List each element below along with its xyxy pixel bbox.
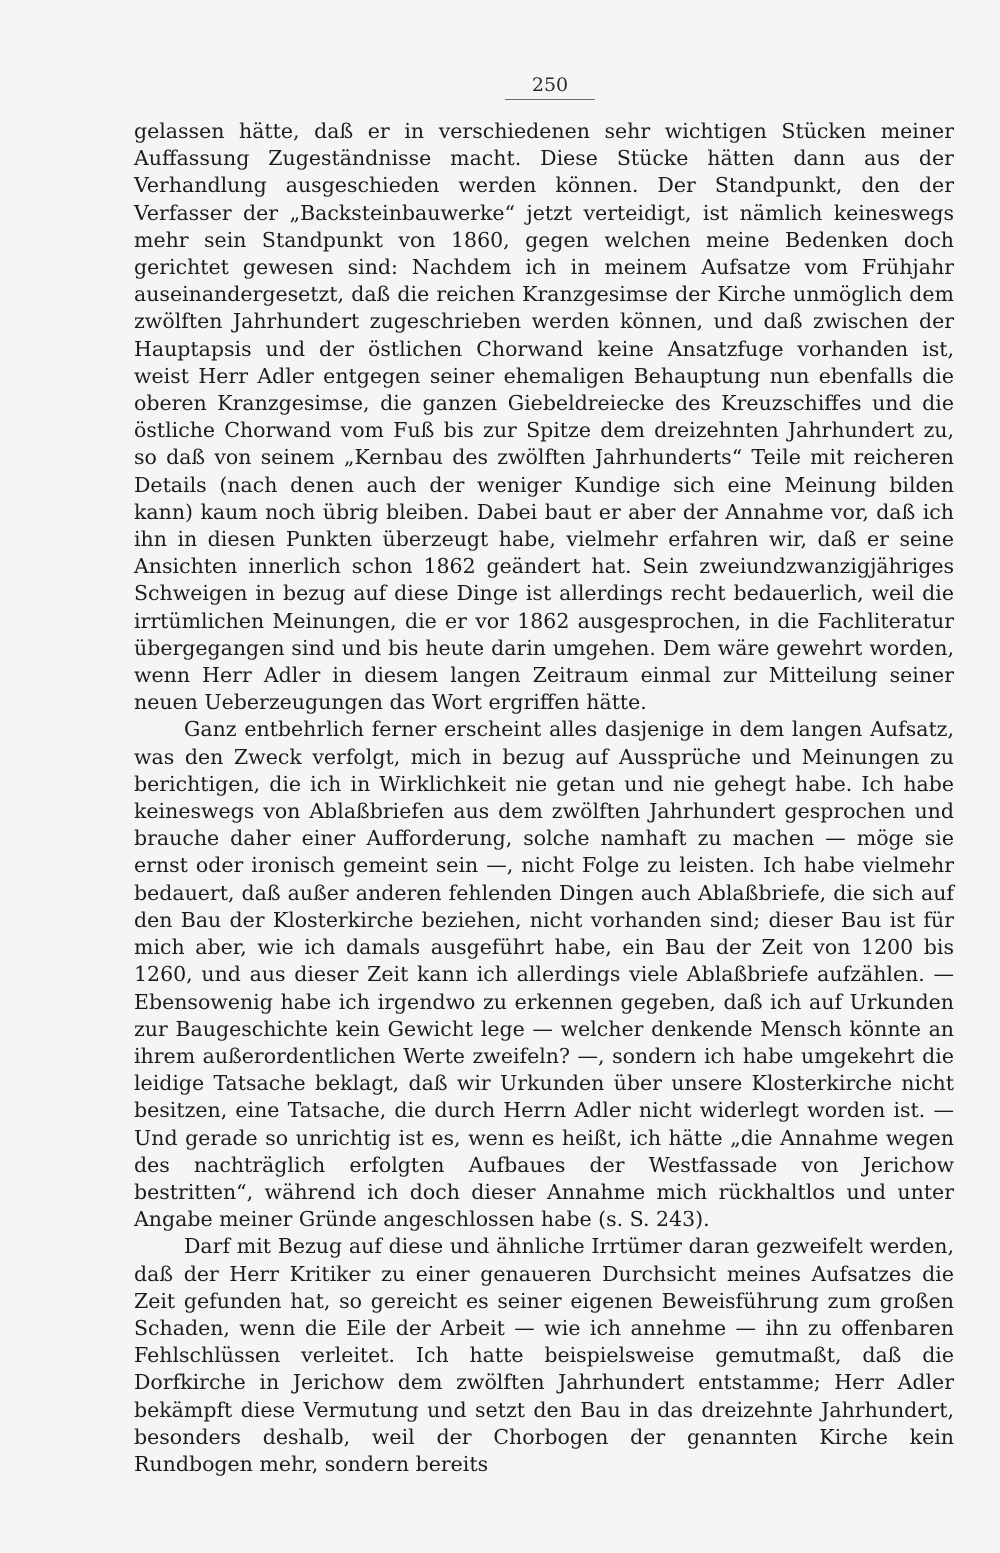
page-number: 250 <box>505 74 595 100</box>
paragraph-2: Ganz entbehrlich ferner erscheint alles dasjenige in dem langen Aufsatz, was den Zweck verfolgt, mich in bezug auf Aussprüche und Meinungen zu berichtigen, die ich in Wirklichkeit nie getan und nie gehegt habe. Ich habe keineswegs von Ablaßbriefen aus dem zwölften Jahrhundert gesprochen und brauche daher einer Aufforderung, solche namhaft zu machen — möge sie ernst oder ironisch gemeint sein —, nicht Folge zu leisten. Ich habe vielmehr bedauert, daß außer anderen fehlenden Dingen auch Ablaßbriefe, die sich auf den Bau der Klosterkirche beziehen, nicht vorhanden sind; dieser Bau ist für mich aber, wie ich damals ausgeführt habe, ein Bau der Zeit von 1200 bis 1260, und aus dieser Zeit kann ich allerdings viele Ablaßbriefe aufzählen. — Ebensowenig habe ich irgendwo zu erkennen gegeben, daß ich auf Urkunden zur Baugeschichte kein Gewicht lege — welcher denkende Mensch könnte an ihrem außerordentlichen Werte zweifeln? —, sondern ich habe umgekehrt die leidige Tatsache beklagt, daß wir Urkunden über unsere Klosterkirche nicht besitzen, eine Tatsache, die durch Herrn Adler nicht widerlegt worden ist. — Und gerade so unrichtig ist es, wenn es heißt, ich hätte „die Annahme wegen des nachträglich erfolgten Aufbaues der Westfassade von Jerichow bestritten“, während ich doch dieser Annahme mich rückhaltlos und unter Angabe meiner Gründe angeschlossen habe (s. S. 243). <box>134 717 954 1232</box>
paragraph-1: gelassen hätte, daß er in verschiedenen sehr wichtigen Stücken meiner Auffassung Zugeständnisse macht. Diese Stücke hätten dann aus der Verhandlung ausgeschieden werden können. Der Standpunkt, den der Verfasser der „Backsteinbauwerke“ jetzt verteidigt, ist nämlich keineswegs mehr sein Standpunkt von 1860, gegen welchen meine Bedenken doch gerichtet gewesen sind: Nachdem ich in meinem Aufsatze vom Frühjahr auseinandergesetzt, daß die reichen Kranzgesimse der Kirche unmöglich dem zwölften Jahrhundert zugeschrieben werden können, und daß zwischen der Hauptapsis und der östlichen Chorwand keine Ansatzfuge vorhanden ist, weist Herr Adler entgegen seiner ehemaligen Behauptung nun ebenfalls die oberen Kranzgesimse, die ganzen Giebeldreiecke des Kreuzschiffes und die östliche Chorwand vom Fuß bis zur Spitze dem dreizehnten Jahrhundert zu, so daß von seinem „Kernbau des zwölften Jahrhunderts“ Teile mit reicheren Details (nach denen auch der weniger Kundige sich eine Meinung bilden kann) kaum noch übrig bleiben. Dabei baut er aber der Annahme vor, daß ich ihn in diesen Punkten überzeugt habe, vielmehr erfahren wir, daß er seine Ansichten innerlich schon 1862 geändert hat. Sein zweiundzwanzigjähriges Schweigen in bezug auf diese Dinge ist allerdings recht bedauerlich, weil die irrtümlichen Meinungen, die er vor 1862 ausgesprochen, in die Fachliteratur übergegangen sind und bis heute darin umgehen. Dem wäre gewehrt worden, wenn Herr Adler in diesem langen Zeitraum einmal zur Mitteilung seiner neuen Ueberzeugungen das Wort ergriffen hätte. <box>134 119 954 715</box>
paragraph-3: Darf mit Bezug auf diese und ähnliche Irrtümer daran gezweifelt werden, daß der Herr Kritiker zu einer genaueren Durchsicht meines Aufsatzes die Zeit gefunden hat, so gereicht es seiner eigenen Beweisführung zum großen Schaden, wenn die Eile der Arbeit — wie ich annehme — ihn zu offenbaren Fehlschlüssen verleitet. Ich hatte beispielsweise gemutmaßt, daß die Dorfkirche in Jerichow dem zwölften Jahrhundert entstamme; Herr Adler bekämpft diese Vermutung und setzt den Bau in das dreizehnte Jahrhundert, besonders deshalb, weil der Chorbogen der genannten Kirche kein Rundbogen mehr, sondern bereits <box>134 1234 954 1476</box>
body-text <box>134 118 954 1478</box>
